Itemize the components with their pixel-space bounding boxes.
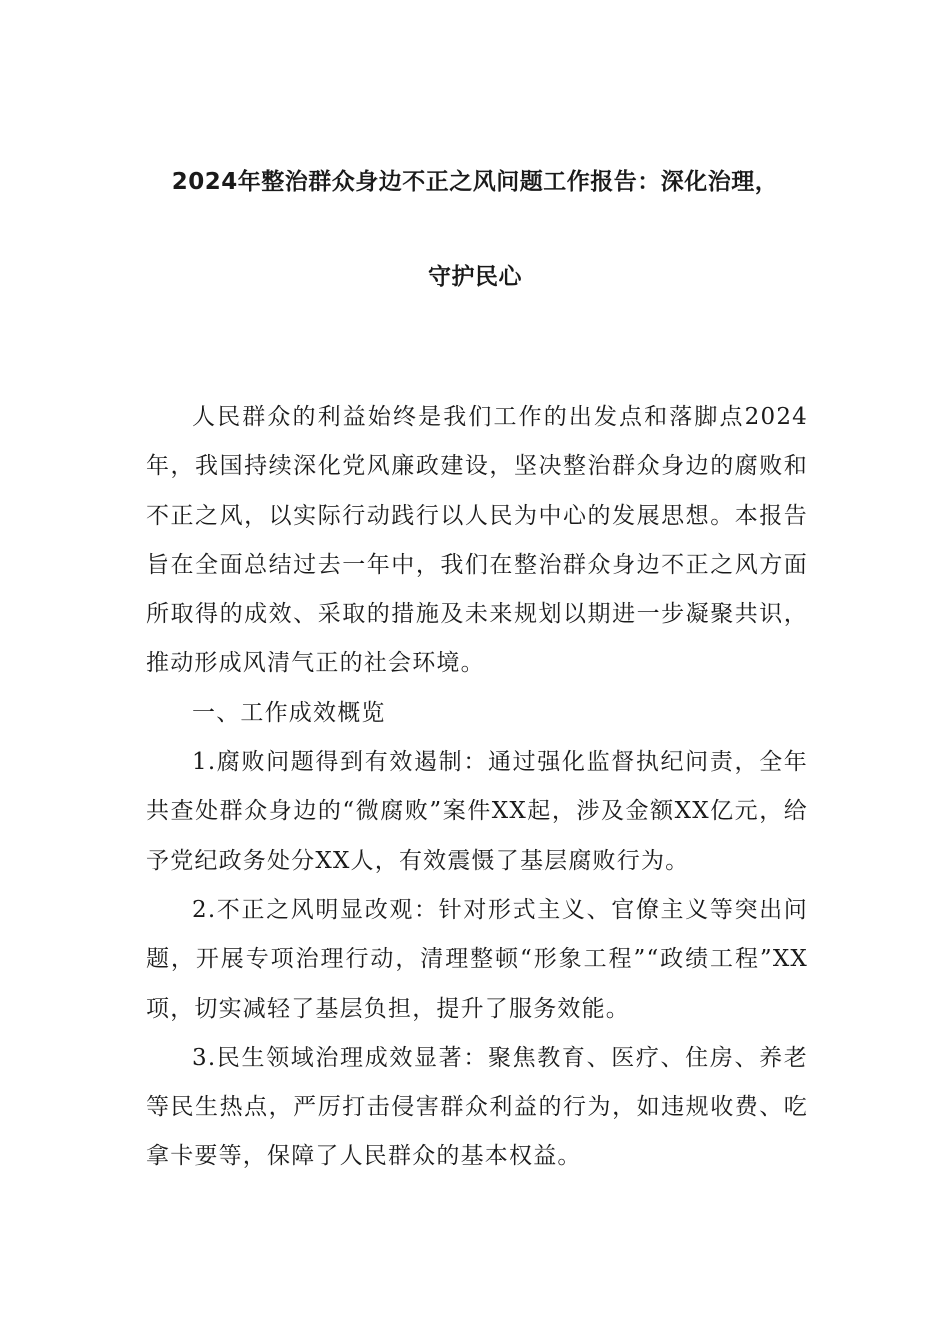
section-heading: 一、工作成效概览: [192, 699, 386, 726]
list-item-2: 2.不正之风明显改观：针对形式主义、官僚主义等突出问题，开展专项治理行动，清理整顿“形象工程”“政绩工程”XX项，切实减轻了基层负担，提升了服务效能。: [146, 896, 808, 1022]
document-body: [146, 393, 808, 1182]
document-title-line-2: 守护民心: [428, 264, 522, 290]
document-title-line-1: 2024年整治群众身边不正之风问题工作报告：深化治理，: [171, 169, 779, 195]
intro-paragraph: 人民群众的利益始终是我们工作的出发点和落脚点2024年，我国持续深化党风廉政建设，坚决整治群众身边的腐败和不正之风，以实际行动践行以人民为中心的发展思想。本报告旨在全面总结过去一年中，我们在整治群众身边不正之风方面所取得的成效、采取的措施及未来规划以期进一步凝聚共识，推动形成风清气正的社会环境。: [146, 404, 808, 677]
list-item-1: 1.腐败问题得到有效遏制：通过强化监督执纪问责，全年共查处群众身边的“微腐败”案件XX起，涉及金额XX亿元，给予党纪政务处分XX人，有效震慑了基层腐败行为。: [146, 749, 808, 874]
list-item-3: 3.民生领域治理成效显著：聚焦教育、医疗、住房、养老等民生热点，严厉打击侵害群众利益的行为，如违规收费、吃拿卡要等，保障了人民群众的基本权益。: [146, 1044, 808, 1170]
